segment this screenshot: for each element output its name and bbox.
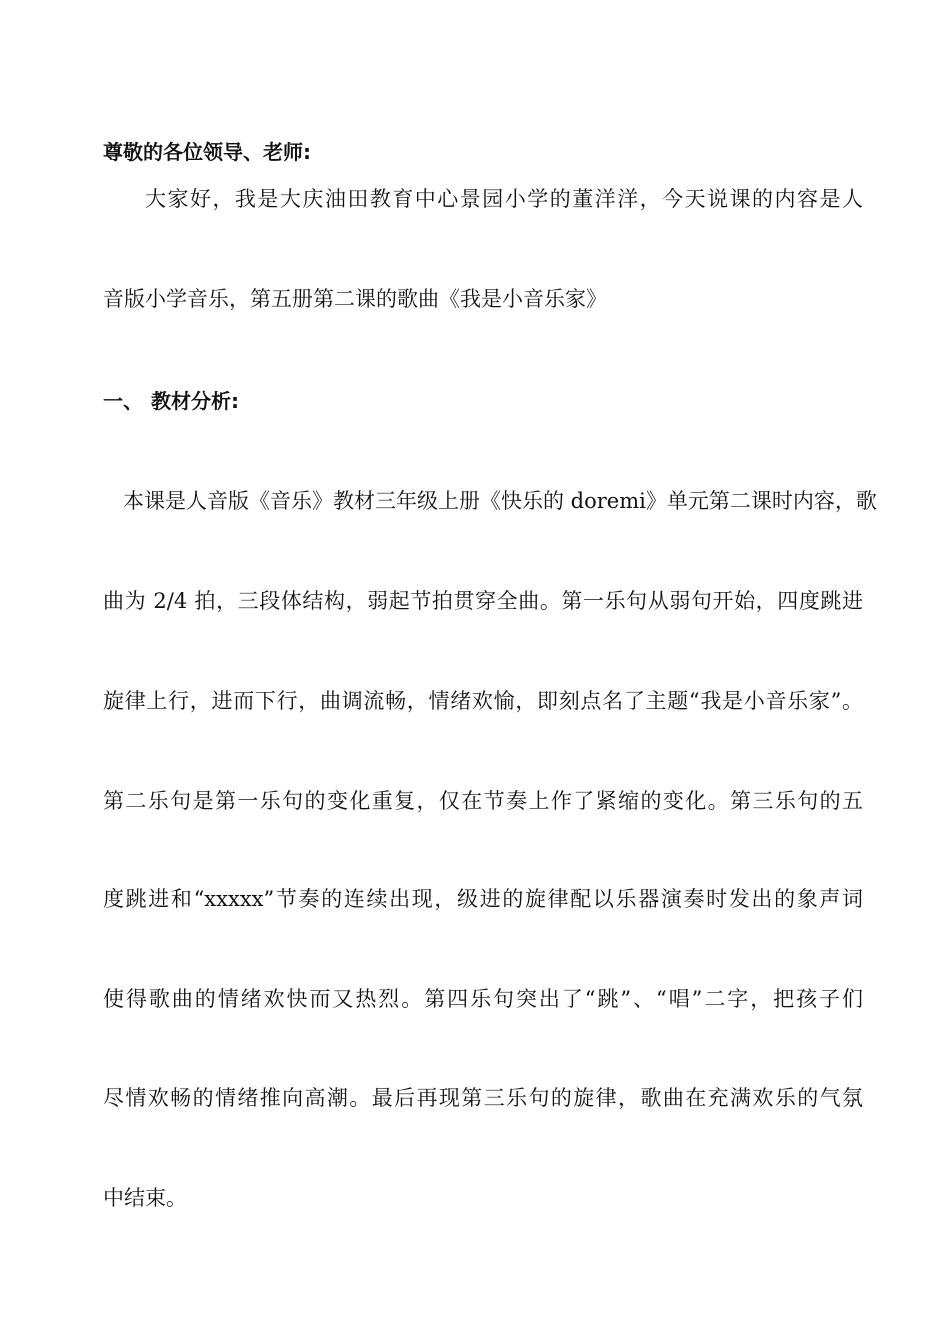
greeting-heading: 尊敬的各位领导、老师:	[103, 140, 311, 164]
analysis-line-6: 使得歌曲的情绪欢快而又热烈。第四乐句突出了“跳”、“唱”二字，把孩子们	[103, 987, 863, 1011]
section-title: 教材分析:	[151, 389, 239, 413]
section-number: 一、	[103, 389, 143, 413]
analysis-line-4: 第二乐句是第一乐句的变化重复，仅在节奏上作了紧缩的变化。第三乐句的五	[103, 789, 863, 813]
analysis-line-3: 旋律上行，进而下行，曲调流畅，情绪欢愉，即刻点名了主题“我是小音乐家”。	[103, 689, 863, 713]
analysis-line-2: 曲为 2/4 拍，三段体结构，弱起节拍贯穿全曲。第一乐句从弱句开始，四度跳进	[103, 589, 863, 613]
intro-line-2: 音版小学音乐，第五册第二课的歌曲《我是小音乐家》	[103, 287, 607, 311]
analysis-line-7: 尽情欢畅的情绪推向高潮。最后再现第三乐句的旋律，歌曲在充满欢乐的气氛	[103, 1086, 863, 1110]
analysis-line-5: 度跳进和“xxxxx”节奏的连续出现，级进的旋律配以乐器演奏时发出的象声词	[103, 887, 863, 911]
analysis-line-1: 本课是人音版《音乐》教材三年级上册《快乐的 doremi》单元第二课时内容，歌	[123, 489, 877, 513]
intro-line-1: 大家好，我是大庆油田教育中心景园小学的董洋洋，今天说课的内容是人	[145, 187, 863, 211]
analysis-line-8: 中结束。	[103, 1186, 187, 1210]
section-heading-teaching-material-analysis	[103, 386, 863, 416]
